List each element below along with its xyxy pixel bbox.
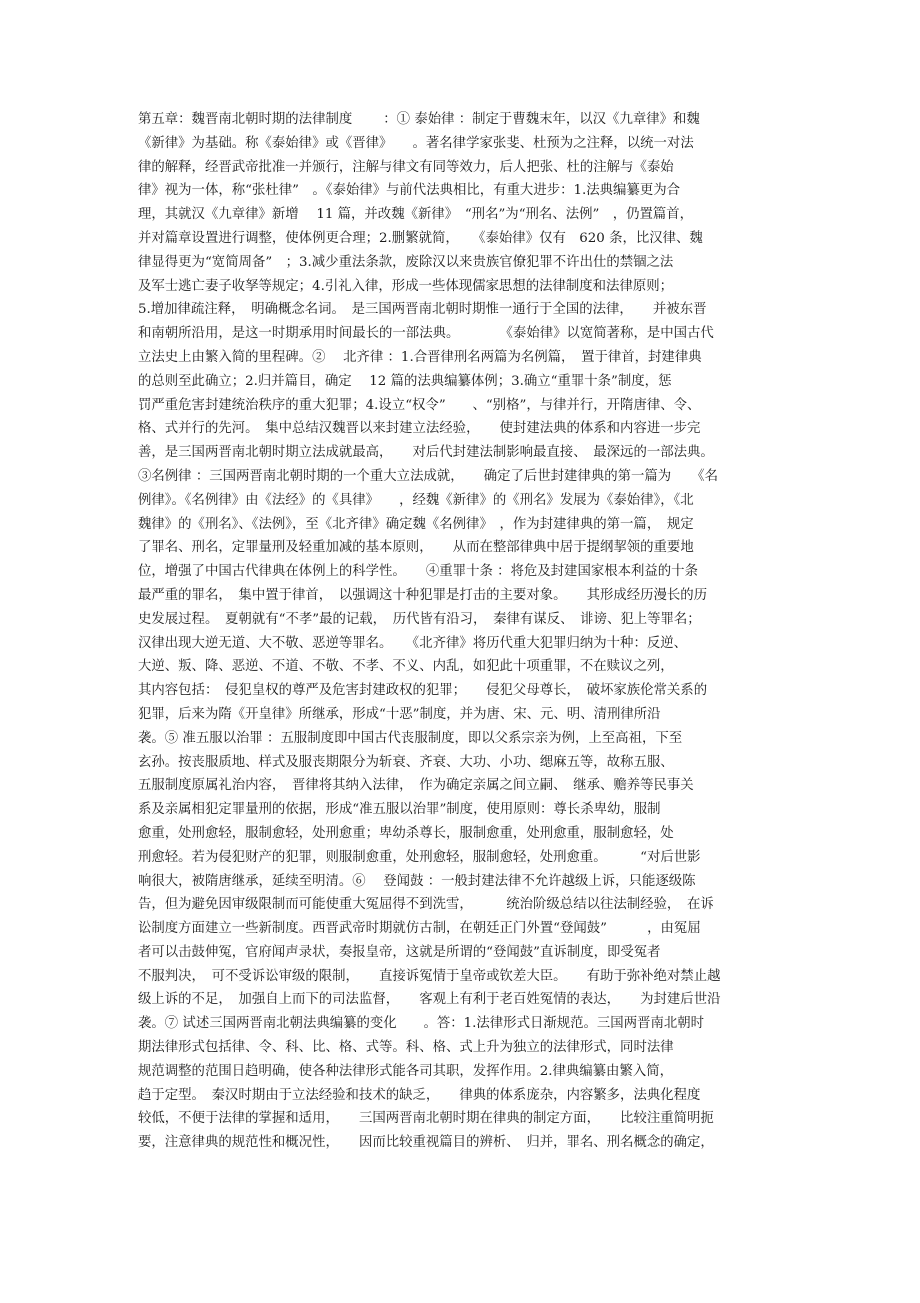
text-line: 犯罪，后来为隋《开皇律》所继承，形成“十恶”制度，并为唐、宋、元、明、清刑律所沿: [138, 706, 661, 722]
text-line: 《新律》为基础。称《泰始律》或《晋律》 。著名律学家张斐、杜预为之注释，以统一对法: [138, 135, 694, 151]
text-line: 讼制度方面建立一些新制度。西晋武帝时期就仿古制，在朝廷正门外置“登闻鼓” ，由冤屈: [138, 921, 701, 937]
text-line: 善，是三国两晋南北朝时期立法成就最高， 对后代封建法制影响最直接、 最深远的一部法典。: [138, 445, 714, 461]
text-line: 不服判决， 可不受诉讼审级的限制， 直接诉冤情于皇帝或钦差大臣。 有助于弥补绝对禁止越: [138, 968, 721, 984]
text-line: 期法律形式包括律、令、科、比、格、式等。科、格、式上升为独立的法律形式，同时法律: [138, 1040, 674, 1056]
text-line: 规范调整的范围日趋明确，使各种法律形式能各司其职，发挥作用。2.律典编纂由繁入简，: [138, 1063, 674, 1079]
text-line: 玄孙。按丧服质地、样式及服丧期限分为斩衰、齐衰、大功、小功、缌麻五等，故称五服、: [138, 754, 674, 770]
text-line: 级上诉的不足， 加强自上而下的司法监督， 客观上有利于老百姓冤情的表达， 为封建后世沿: [138, 992, 721, 1008]
text-line: 袭。⑦ 试述三国两晋南北朝法典编纂的变化 。答：1.法律形式日渐规范。三国两晋南北朝时: [138, 1016, 705, 1032]
text-line: 律》视为一体，称“张杜律” 。《泰始律》与前代法典相比，有重大进步：1.法典编纂更为合: [138, 183, 680, 199]
text-line: 位，增强了中国古代律典在体例上的科学性。 ④重罪十条 ：将危及封建国家根本利益的十条: [138, 564, 698, 580]
text-line: 者可以击鼓伸冤，官府闻声录状，奏报皇帝，这就是所谓的“登闻鼓”直诉制度，即受冤者: [138, 944, 661, 960]
text-line: 了罪名、刑名，定罪量刑及轻重加减的基本原则， 从而在整部律典中居于提纲挈领的重要地: [138, 540, 694, 556]
text-line: 响很大，被隋唐继承，延续至明清。⑥ 登闻鼓 ：一般封建法律不允许越级上诉，只能逐级陈: [138, 873, 696, 889]
text-line: 五服制度原属礼治内容， 晋律将其纳入法律， 作为确定亲属之间立嗣、 继承、赡养等民事关: [138, 778, 694, 794]
text-line: 系及亲属相犯定罪量刑的依据，形成“准五服以治罪”制度，使用原则：尊长杀卑幼，服制: [138, 802, 661, 818]
text-line: 告，但为避免因审级限制而可能使重大冤屈得不到洗雪， 统治阶级总结以往法制经验， 在诉: [138, 897, 714, 913]
text-line: 并对篇章设置进行调整，使体例更合理；2.删繁就简， 《泰始律》仅有 620 条，比汉律、魏: [138, 230, 703, 246]
text-line: 要，注意律典的规范性和概况性， 因而比较重视篇目的辨析、 归并，罪名、刑名概念的确定，: [138, 1135, 714, 1151]
text-line: 其内容包括： 侵犯皇权的尊严及危害封建政权的犯罪； 侵犯父母尊长， 破坏家族伦常关系的: [138, 683, 708, 699]
text-line: 例律》。《名例律》由《法经》的《具律》 ，经魏《新律》的《刑名》发展为《泰始律》，《北: [138, 492, 694, 508]
text-line: 史发展过程。 夏朝就有“不孝”最的记载， 历代皆有沿习， 秦律有谋反、 诽谤、犯上等罪名；: [138, 611, 701, 627]
text-line: 愈重，处刑愈轻，服制愈轻，处刑愈重；卑幼杀尊长，服制愈重，处刑愈重，服制愈轻，处: [138, 825, 674, 841]
text-line: 最严重的罪名， 集中置于律首， 以强调这十种犯罪是打击的主要对象。 其形成经历漫长的历: [138, 587, 708, 603]
text-line: 趋于定型。 秦汉时期由于立法经验和技术的缺乏， 律典的体系庞杂，内容繁多，法典化程度: [138, 1087, 701, 1103]
text-line: 袭。⑤ 准五服以治罪 ：五服制度即中国古代丧服制度，即以父系宗亲为例，上至高祖，下至: [138, 730, 683, 746]
text-line: 汉律出现大逆无道、大不敬、恶逆等罪名。 《北齐律》将历代重大犯罪归纳为十种：反逆、: [138, 635, 688, 651]
text-line: 律的解释，经晋武帝批准一并颁行，注解与律文有同等效力，后人把张、杜的注解与《泰始: [138, 159, 674, 175]
text-line: 魏律》的《刑名》、《法例》，至《北齐律》确定魏《名例律》 ，作为封建律典的第一篇， 规定: [138, 516, 694, 532]
text-line: 及军士逃亡妻子收孥等规定；4.引礼入律，形成一些体现儒家思想的法律制度和法律原则；: [138, 278, 674, 294]
text-line: ③名例律 ：三国两晋南北朝时期的一个重大立法成就， 确定了后世封建律典的第一篇为 《名: [138, 468, 719, 484]
text-line: 和南朝所沿用，是这一时期承用时间最长的一部法典。 《泰始律》以宽简著称，是中国古代: [138, 326, 714, 342]
text-line: 第五章：魏晋南北朝时期的法律制度 ：① 泰始律 ：制定于曹魏末年，以汉《九章律》和魏: [138, 112, 700, 127]
text-line: 立法史上由繁入简的里程碑。② 北齐律 ：1.合晋律刑名两篇为名例篇， 置于律首，封建律典: [138, 349, 702, 365]
text-line: 大逆、叛、降、恶逆、不道、不敬、不孝、不义、内乱，如犯此十项重罪，不在赎议之列，: [138, 659, 674, 675]
text-line: 5.增加律疏注释， 明确概念名词。 是三国两晋南北朝时期惟一通行于全国的法律， 并被东晋: [138, 302, 707, 318]
text-line: 格、式并行的先河。 集中总结汉魏晋以来封建立法经验， 使封建法典的体系和内容进一步完: [138, 421, 701, 437]
text-line: 的总则至此确立；2.归并篇目，确定 12 篇的法典编纂体例；3.确立“重罪十条”制度，惩: [138, 373, 672, 389]
text-line: 较低，不便于法律的掌握和适用， 三国两晋南北朝时期在律典的制定方面， 比较注重简明扼: [138, 1111, 714, 1127]
text-line: 理，其就汉《九章律》新增 11 篇，并改魏《新律》 “刑名”为“刑名、法例” ，仍置篇首，: [138, 207, 694, 223]
text-line: 律显得更为“宽简周备” ；3.减少重法条款，废除汉以来贵族官僚犯罪不许出仕的禁锢之法: [138, 254, 674, 270]
body-text: [138, 108, 778, 1155]
text-line: 罚严重危害封建统治秩序的重大犯罪；4.设立“权令” 、“别格”，与律并行，开隋唐律、令、: [138, 397, 701, 413]
text-line: 刑愈轻。若为侵犯财产的犯罪，则服制愈重，处刑愈轻，服制愈轻，处刑愈重。 “对后世影: [138, 849, 701, 865]
